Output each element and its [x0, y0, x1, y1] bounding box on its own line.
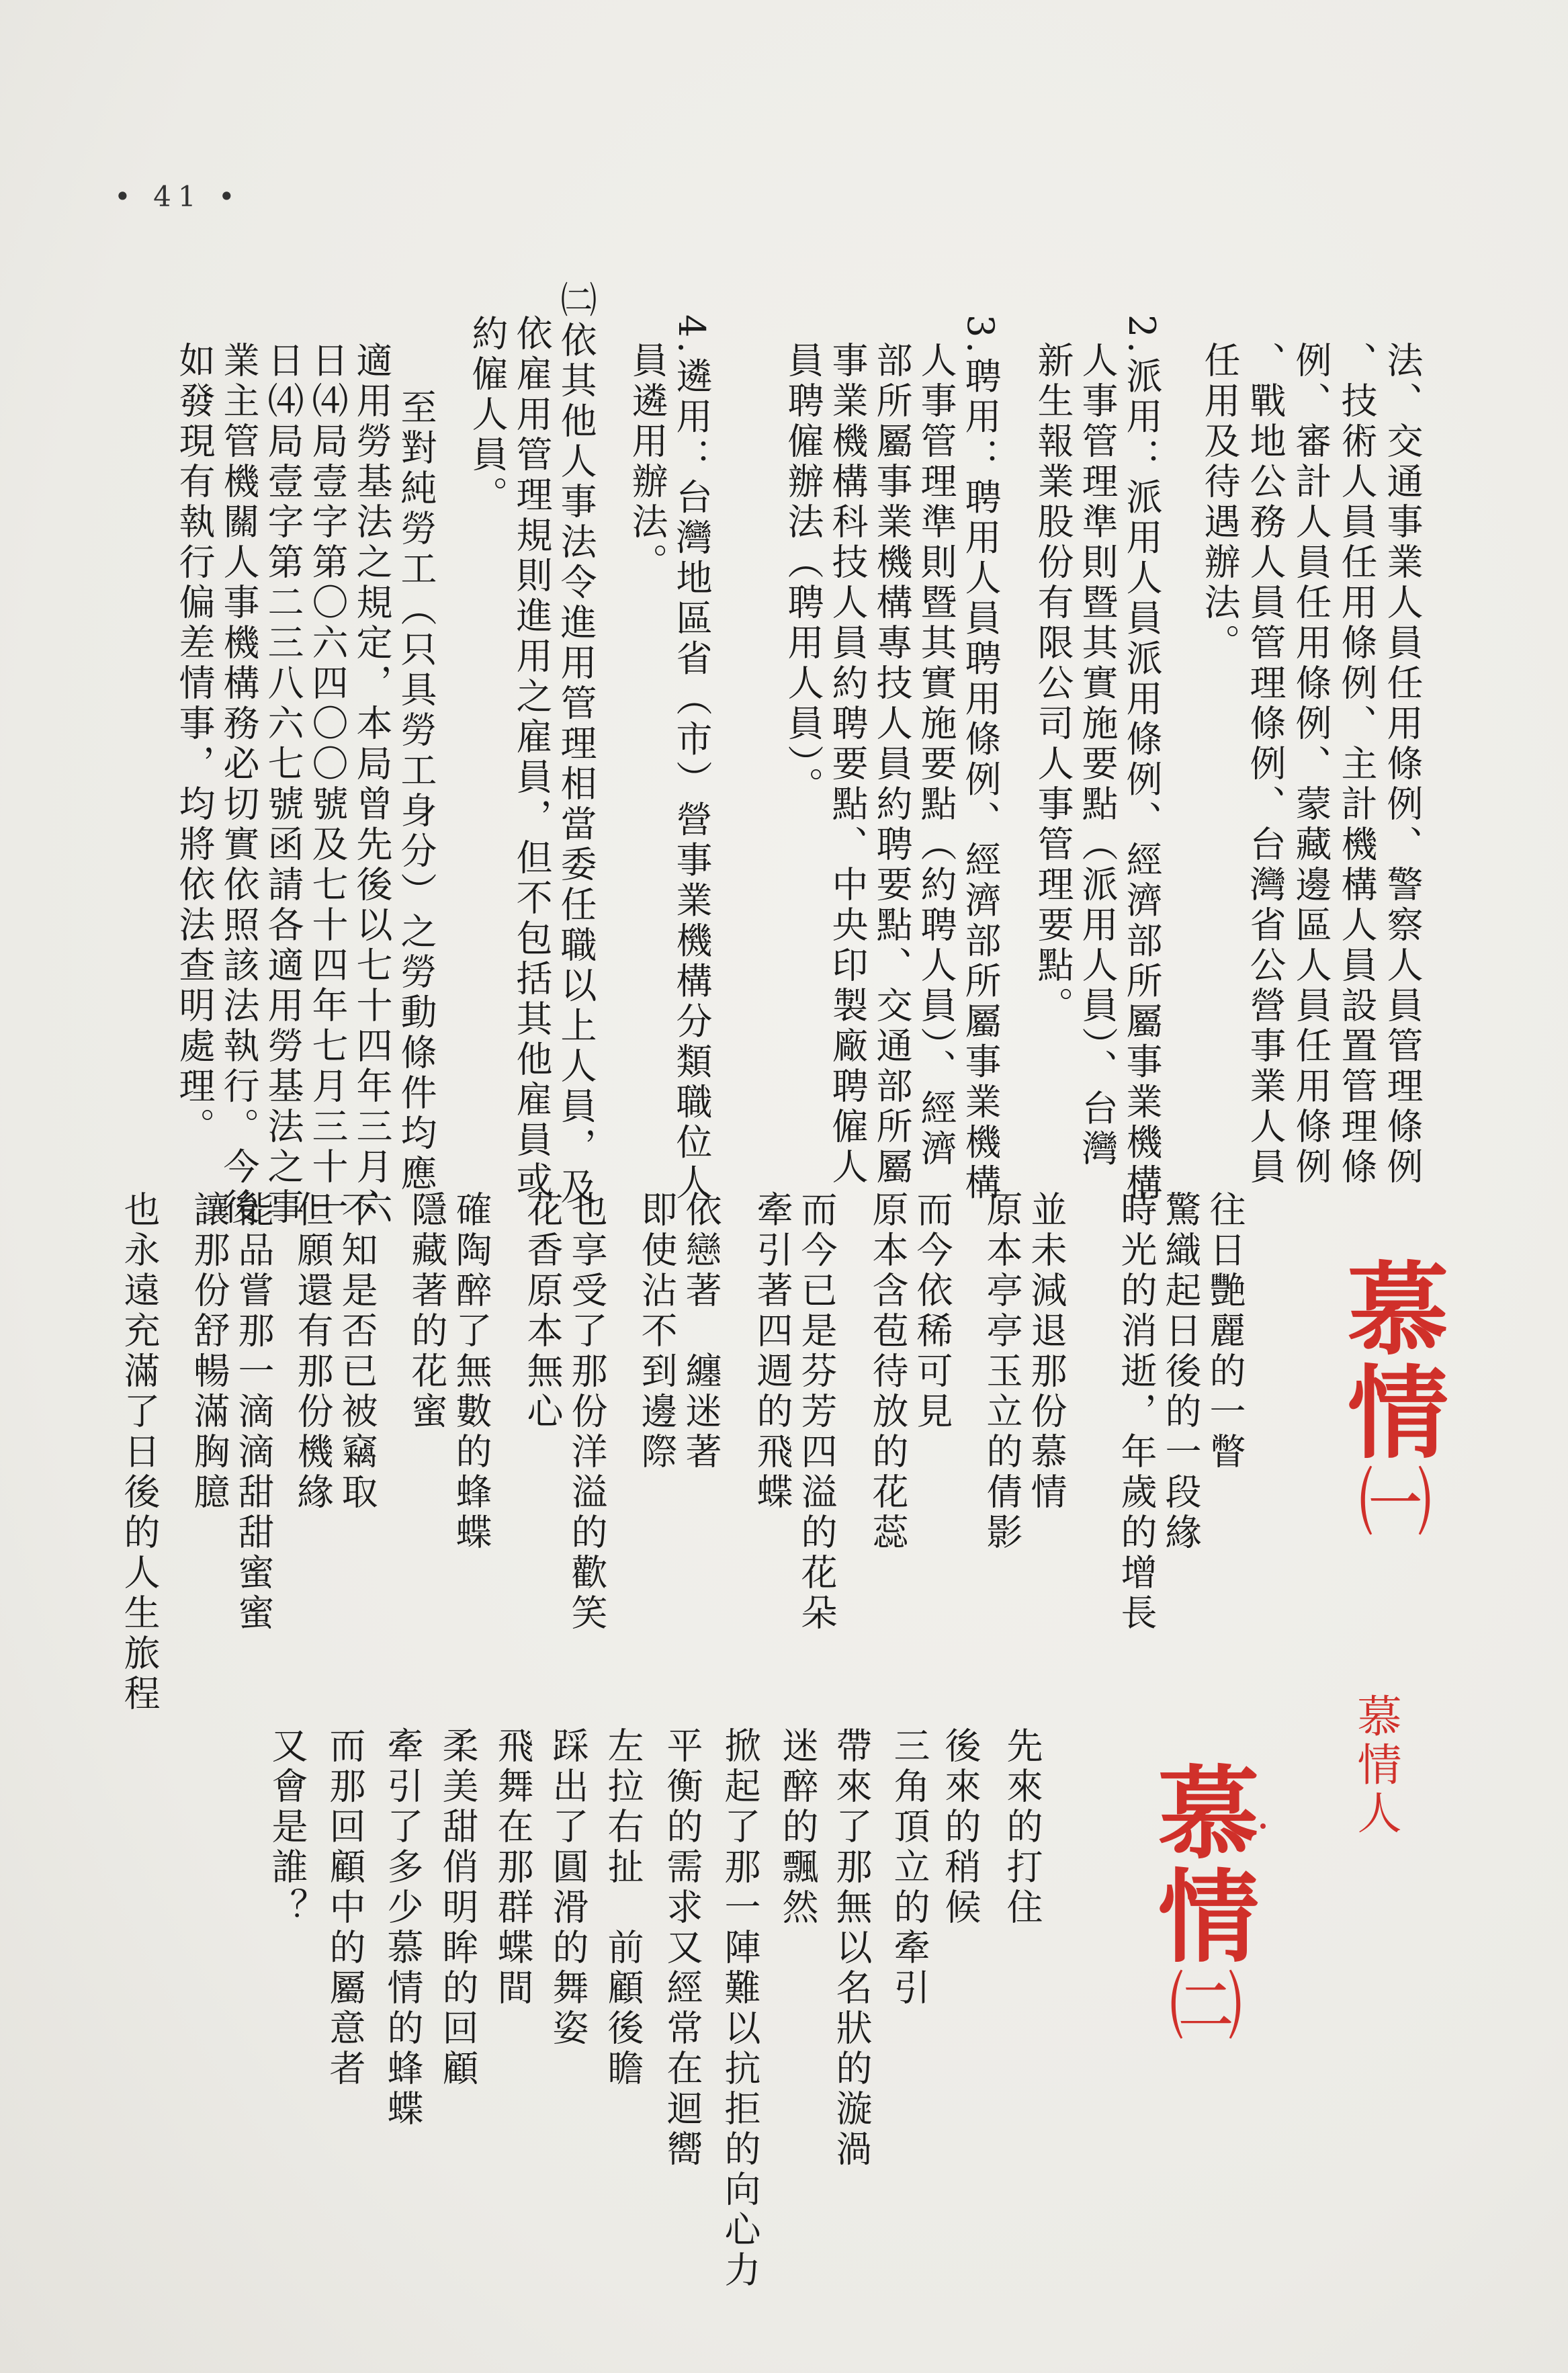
- article-column: ㈡依其他人事法令進用管理相當委任職以上人員，及: [555, 281, 597, 1208]
- poem2-line: 三角頂立的牽引: [888, 1727, 930, 2009]
- poem1-title-number: ㈠: [1346, 1463, 1432, 1540]
- article-column: 適用勞基法之規定，本局曾先後以七十四年三月六: [351, 341, 393, 1228]
- poem1-line: 確陶醉了無數的蜂蝶: [450, 1191, 492, 1553]
- poem2-line: 飛舞在那群蝶間: [492, 1727, 534, 2009]
- poem1-line: 驚織起日後的一段緣: [1160, 1191, 1202, 1553]
- poem2-title-text: 慕情: [1141, 1760, 1259, 1967]
- article-column: 、戰地公務人員管理條例、台灣省公營事業人員: [1244, 341, 1287, 1188]
- article-column: 人事管理準則暨其實施要點（派用人員）、台灣: [1076, 341, 1119, 1170]
- poem2-line: 牽引了多少慕情的蜂蝶: [382, 1727, 424, 2130]
- poem2-line: 又會是誰？: [266, 1727, 308, 1928]
- poem1-line: 但願還有那份機緣: [292, 1191, 334, 1513]
- poem2-line: 後來的稍候: [939, 1727, 982, 1928]
- poem1-line: 而今依稀可見: [911, 1191, 953, 1432]
- article-column: 4.遴用：台灣地區省（市）營事業機構分類職位人: [670, 314, 713, 1204]
- poem1-line: 原本亭亭玉立的倩影: [981, 1191, 1023, 1553]
- poem2-line: 先來的打住: [1001, 1727, 1043, 1928]
- article-column: 法、交通事業人員任用條例、警察人員管理條例: [1381, 341, 1424, 1188]
- poem1-line: 讓那份舒暢滿胸臆: [188, 1191, 230, 1513]
- poem1-author: 慕情人: [1350, 1693, 1401, 1838]
- poem1-line: 而今已是芬芳四溢的花朵: [795, 1191, 838, 1634]
- poem2-line: 左拉右扯 前顧後瞻: [602, 1727, 644, 2089]
- poem1-line: 花香原本無心: [521, 1191, 564, 1432]
- article-column: 例、審計人員任用條例、蒙藏邊區人員任用條例: [1290, 341, 1332, 1188]
- poem2-line: 踩出了圓滑的舞姿: [547, 1727, 589, 2049]
- poem1-line: 時光的消逝，年歲的增長: [1115, 1191, 1158, 1634]
- article-column: 人事管理準則暨其實施要點（約聘人員）、經濟: [915, 341, 957, 1170]
- article-column: 日⑷局壹字第二三八六七號函請各適用勞基法之事: [262, 341, 304, 1228]
- poem2-line: 迷醉的飄然: [777, 1727, 819, 1928]
- poem1-line: 依戀著 纏迷著: [680, 1191, 722, 1473]
- article-column: 員遴用辦法。: [626, 341, 668, 583]
- poem1-line: 不知是否已被竊取: [336, 1191, 378, 1513]
- poem2-title: [1127, 1760, 1272, 2044]
- ink-speck: [1260, 1823, 1266, 1829]
- article-column: 業主管機關人事機構務必切實依照該法執行。今後: [218, 341, 260, 1228]
- article-column: 依雇用管理規則進用之雇員，但不包括其他雇員或: [511, 314, 553, 1201]
- article-column: 日⑷局壹字第〇六四〇〇號及七十四年七月三十一: [306, 341, 349, 1228]
- poem1-line: 也享受了那份洋溢的歡笑: [566, 1191, 608, 1634]
- article-column: 事業機構科技人員約聘要點、中央印製廠聘僱人: [826, 341, 869, 1188]
- poem1-line: 隱藏著的花蜜: [406, 1191, 448, 1432]
- article-column: 3.聘用：聘用人員聘用條例、經濟部所屬事業機構: [959, 314, 1002, 1204]
- page-number: • 41 •: [114, 180, 242, 213]
- article-column: 部所屬事業機構專技人員約聘要點、交通部所屬: [871, 341, 913, 1188]
- article-column: 如發現有執行偏差情事，均將依法查明處理。: [173, 341, 216, 1148]
- article-column: 至對純勞工（只具勞工身分）之勞動條件均應: [395, 388, 437, 1195]
- poem2-line: 掀起了那一陣難以抗拒的向心力: [719, 1727, 761, 2291]
- article-column: 、技術人員任用條例、主計機構人員設置管理條: [1336, 341, 1378, 1188]
- poem1-line: 往日艷麗的一瞥: [1204, 1191, 1246, 1473]
- article-column: 任用及待遇辦法。: [1199, 341, 1241, 664]
- article-column: 2.派用：派用人員派用條例、經濟部所屬事業機構: [1121, 314, 1163, 1204]
- poem1-title: [1317, 1256, 1462, 1540]
- poem1-line: 即使沾不到邊際: [636, 1191, 678, 1473]
- poem1-line: 牽引著四週的飛蝶: [751, 1191, 793, 1513]
- poem1-line: 並未減退那份慕情: [1025, 1191, 1068, 1513]
- poem1-line: 也永遠充滿了日後的人生旅程: [118, 1191, 161, 1715]
- article-column: 約僱人員。: [466, 314, 509, 516]
- poem2-title-number: ㈡: [1157, 1967, 1243, 2044]
- article-column: 員聘僱辦法（聘用人員）。: [782, 341, 824, 807]
- poem1-title-text: 慕情: [1330, 1256, 1448, 1463]
- article-column: 新生報業股份有限公司人事管理要點。: [1032, 341, 1074, 1027]
- poem2-line: 而那回顧中的屬意者: [324, 1727, 366, 2089]
- poem2-line: 帶來了那無以名狀的漩渦: [830, 1727, 873, 2170]
- poem1-line: 原本含苞待放的花蕊: [867, 1191, 909, 1553]
- poem2-line: 柔美甜俏明眸的回顧: [437, 1727, 479, 2089]
- poem1-line: 能品嘗那一滴滴甜甜蜜蜜: [232, 1191, 275, 1634]
- poem2-line: 平衡的需求又經常在迴嚮: [661, 1727, 703, 2170]
